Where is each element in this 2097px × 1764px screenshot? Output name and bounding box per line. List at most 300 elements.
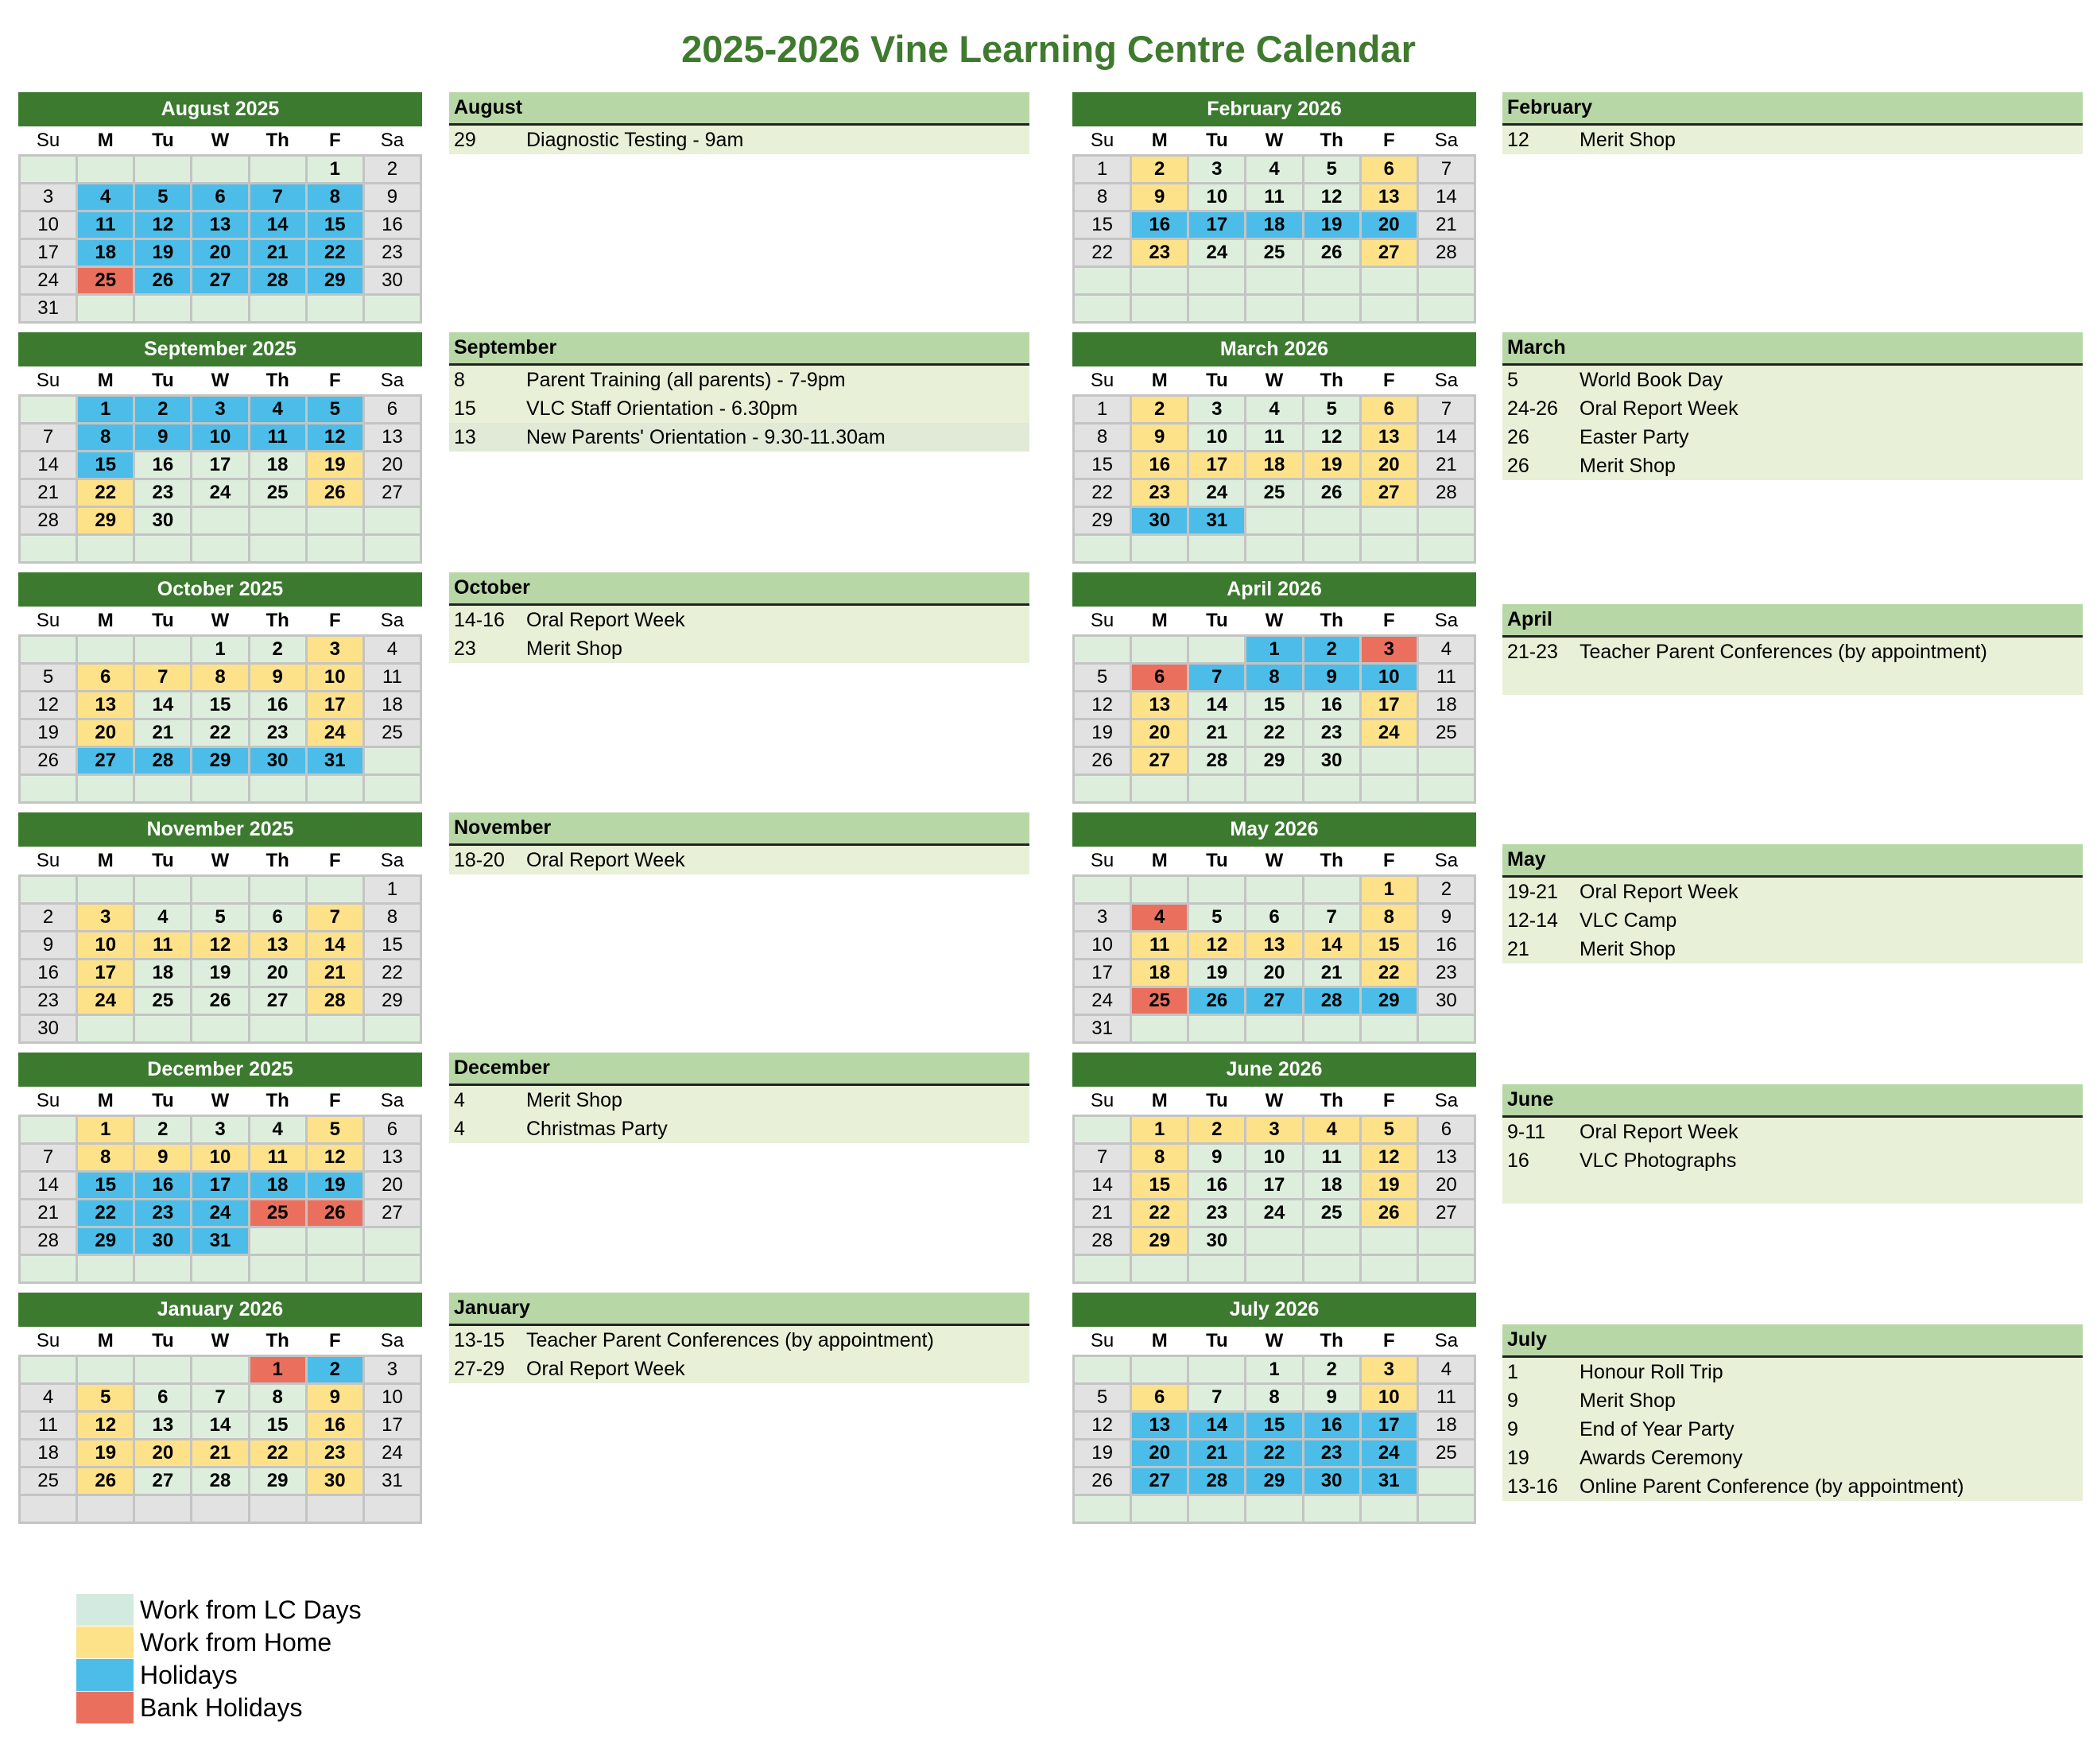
day-cell[interactable]: 1 [249,1356,306,1384]
day-cell[interactable]: 15 [77,452,134,479]
day-cell[interactable]: 1 [1246,1356,1303,1384]
day-cell[interactable]: 14 [1188,692,1246,719]
day-cell[interactable]: 5 [1303,156,1360,184]
day-cell[interactable]: 21 [1074,1200,1131,1227]
day-cell[interactable]: 3 [1188,156,1246,184]
day-cell[interactable]: 4 [1417,636,1475,664]
day-cell[interactable]: 6 [77,664,134,692]
day-cell[interactable]: 11 [1417,664,1475,692]
day-cell[interactable]: 18 [1303,1172,1360,1200]
day-cell[interactable]: 27 [1246,987,1303,1015]
day-cell[interactable]: 24 [192,1200,249,1227]
day-cell[interactable]: 10 [192,1144,249,1172]
day-cell[interactable]: 7 [192,1384,249,1412]
day-cell[interactable]: 8 [249,1384,306,1412]
day-cell[interactable]: 20 [249,960,306,987]
day-cell[interactable]: 24 [20,267,77,295]
day-cell[interactable]: 7 [1303,904,1360,932]
day-cell[interactable]: 13 [249,932,306,960]
day-cell[interactable]: 19 [192,960,249,987]
day-cell[interactable]: 18 [1246,211,1303,239]
day-cell[interactable]: 30 [249,747,306,775]
day-cell[interactable]: 27 [1360,479,1417,507]
day-cell[interactable]: 3 [1360,1356,1417,1384]
day-cell[interactable]: 14 [20,452,77,479]
day-cell[interactable]: 17 [1360,1412,1417,1440]
day-cell[interactable]: 17 [363,1412,421,1440]
day-cell[interactable]: 21 [192,1440,249,1467]
day-cell[interactable]: 30 [1303,1467,1360,1495]
day-cell[interactable]: 2 [1417,876,1475,904]
day-cell[interactable]: 7 [1188,664,1246,692]
day-cell[interactable]: 15 [1360,932,1417,960]
day-cell[interactable]: 9 [20,932,77,960]
day-cell[interactable]: 29 [249,1467,306,1495]
day-cell[interactable]: 10 [20,211,77,239]
day-cell[interactable]: 23 [249,719,306,747]
day-cell[interactable]: 18 [20,1440,77,1467]
day-cell[interactable]: 5 [1074,1384,1131,1412]
day-cell[interactable]: 13 [363,1144,421,1172]
day-cell[interactable]: 28 [192,1467,249,1495]
day-cell[interactable]: 3 [1188,396,1246,424]
day-cell[interactable]: 20 [1131,719,1188,747]
day-cell[interactable]: 5 [134,184,192,211]
day-cell[interactable]: 1 [363,876,421,904]
day-cell[interactable]: 17 [1246,1172,1303,1200]
day-cell[interactable]: 10 [1074,932,1131,960]
day-cell[interactable]: 12 [1074,1412,1131,1440]
day-cell[interactable]: 28 [1303,987,1360,1015]
day-cell[interactable]: 20 [363,1172,421,1200]
day-cell[interactable]: 11 [77,211,134,239]
day-cell[interactable]: 11 [1246,424,1303,452]
day-cell[interactable]: 23 [20,987,77,1015]
day-cell[interactable]: 13 [1360,424,1417,452]
day-cell[interactable]: 22 [306,239,363,267]
day-cell[interactable]: 19 [306,452,363,479]
day-cell[interactable]: 19 [306,1172,363,1200]
day-cell[interactable]: 31 [1074,1015,1131,1043]
day-cell[interactable]: 18 [1246,452,1303,479]
day-cell[interactable]: 16 [1303,1412,1360,1440]
day-cell[interactable]: 29 [77,1227,134,1255]
day-cell[interactable]: 19 [1303,211,1360,239]
day-cell[interactable]: 24 [1246,1200,1303,1227]
day-cell[interactable]: 30 [20,1015,77,1043]
day-cell[interactable]: 15 [1246,692,1303,719]
day-cell[interactable]: 28 [1188,747,1246,775]
day-cell[interactable]: 20 [363,452,421,479]
day-cell[interactable]: 19 [1074,1440,1131,1467]
day-cell[interactable]: 8 [192,664,249,692]
day-cell[interactable]: 2 [1188,1116,1246,1144]
day-cell[interactable]: 19 [1360,1172,1417,1200]
day-cell[interactable]: 20 [192,239,249,267]
day-cell[interactable]: 10 [192,424,249,452]
day-cell[interactable]: 4 [77,184,134,211]
day-cell[interactable]: 24 [306,719,363,747]
day-cell[interactable]: 12 [192,932,249,960]
day-cell[interactable]: 15 [306,211,363,239]
day-cell[interactable]: 30 [1417,987,1475,1015]
day-cell[interactable]: 14 [1417,424,1475,452]
day-cell[interactable]: 3 [1246,1116,1303,1144]
day-cell[interactable]: 2 [134,1116,192,1144]
day-cell[interactable]: 10 [77,932,134,960]
day-cell[interactable]: 8 [1360,904,1417,932]
day-cell[interactable]: 3 [363,1356,421,1384]
day-cell[interactable]: 20 [134,1440,192,1467]
day-cell[interactable]: 26 [306,1200,363,1227]
day-cell[interactable]: 6 [134,1384,192,1412]
day-cell[interactable]: 15 [1074,452,1131,479]
day-cell[interactable]: 8 [1246,664,1303,692]
day-cell[interactable]: 22 [77,1200,134,1227]
day-cell[interactable]: 20 [77,719,134,747]
day-cell[interactable]: 14 [249,211,306,239]
day-cell[interactable]: 25 [249,479,306,507]
day-cell[interactable]: 19 [1188,960,1246,987]
day-cell[interactable]: 17 [1074,960,1131,987]
day-cell[interactable]: 11 [20,1412,77,1440]
day-cell[interactable]: 27 [249,987,306,1015]
day-cell[interactable]: 2 [249,636,306,664]
day-cell[interactable]: 5 [192,904,249,932]
day-cell[interactable]: 7 [1188,1384,1246,1412]
day-cell[interactable]: 1 [1131,1116,1188,1144]
day-cell[interactable]: 11 [363,664,421,692]
day-cell[interactable]: 3 [77,904,134,932]
day-cell[interactable]: 5 [1074,664,1131,692]
day-cell[interactable]: 21 [1417,452,1475,479]
day-cell[interactable]: 22 [77,479,134,507]
day-cell[interactable]: 5 [1360,1116,1417,1144]
day-cell[interactable]: 15 [77,1172,134,1200]
day-cell[interactable]: 12 [77,1412,134,1440]
day-cell[interactable]: 14 [134,692,192,719]
day-cell[interactable]: 20 [1360,452,1417,479]
day-cell[interactable]: 17 [192,452,249,479]
day-cell[interactable]: 25 [249,1200,306,1227]
day-cell[interactable]: 16 [306,1412,363,1440]
day-cell[interactable]: 23 [363,239,421,267]
day-cell[interactable]: 26 [20,747,77,775]
day-cell[interactable]: 24 [77,987,134,1015]
day-cell[interactable]: 24 [192,479,249,507]
day-cell[interactable]: 16 [20,960,77,987]
day-cell[interactable]: 11 [249,1144,306,1172]
day-cell[interactable]: 15 [1074,211,1131,239]
day-cell[interactable]: 25 [1303,1200,1360,1227]
day-cell[interactable]: 8 [306,184,363,211]
day-cell[interactable]: 27 [1417,1200,1475,1227]
day-cell[interactable]: 1 [1074,396,1131,424]
day-cell[interactable]: 3 [20,184,77,211]
day-cell[interactable]: 20 [1360,211,1417,239]
day-cell[interactable]: 16 [1417,932,1475,960]
day-cell[interactable]: 29 [306,267,363,295]
day-cell[interactable]: 19 [134,239,192,267]
day-cell[interactable]: 24 [1188,239,1246,267]
day-cell[interactable]: 9 [1303,664,1360,692]
day-cell[interactable]: 22 [1246,719,1303,747]
day-cell[interactable]: 25 [1417,1440,1475,1467]
day-cell[interactable]: 6 [249,904,306,932]
day-cell[interactable]: 29 [1131,1227,1188,1255]
day-cell[interactable]: 23 [134,479,192,507]
day-cell[interactable]: 11 [1246,184,1303,211]
day-cell[interactable]: 16 [249,692,306,719]
day-cell[interactable]: 22 [1074,479,1131,507]
day-cell[interactable]: 3 [192,396,249,424]
day-cell[interactable]: 30 [1188,1227,1246,1255]
day-cell[interactable]: 18 [363,692,421,719]
day-cell[interactable]: 29 [1360,987,1417,1015]
day-cell[interactable]: 9 [134,1144,192,1172]
day-cell[interactable]: 6 [363,1116,421,1144]
day-cell[interactable]: 23 [1303,719,1360,747]
day-cell[interactable]: 9 [1303,1384,1360,1412]
day-cell[interactable]: 10 [1188,184,1246,211]
day-cell[interactable]: 10 [363,1384,421,1412]
day-cell[interactable]: 25 [1131,987,1188,1015]
day-cell[interactable]: 7 [1417,156,1475,184]
day-cell[interactable]: 8 [1246,1384,1303,1412]
day-cell[interactable]: 31 [1360,1467,1417,1495]
day-cell[interactable]: 5 [306,396,363,424]
day-cell[interactable]: 28 [1188,1467,1246,1495]
day-cell[interactable]: 23 [1131,239,1188,267]
day-cell[interactable]: 22 [1360,960,1417,987]
day-cell[interactable]: 17 [192,1172,249,1200]
day-cell[interactable]: 17 [306,692,363,719]
day-cell[interactable]: 11 [1131,932,1188,960]
day-cell[interactable]: 16 [134,1172,192,1200]
day-cell[interactable]: 19 [1074,719,1131,747]
day-cell[interactable]: 28 [20,1227,77,1255]
day-cell[interactable]: 7 [20,1144,77,1172]
day-cell[interactable]: 7 [20,424,77,452]
day-cell[interactable]: 31 [1188,507,1246,535]
day-cell[interactable]: 10 [1246,1144,1303,1172]
day-cell[interactable]: 27 [1360,239,1417,267]
day-cell[interactable]: 4 [134,904,192,932]
day-cell[interactable]: 13 [1417,1144,1475,1172]
day-cell[interactable]: 23 [306,1440,363,1467]
day-cell[interactable]: 19 [1303,452,1360,479]
day-cell[interactable]: 24 [363,1440,421,1467]
day-cell[interactable]: 21 [134,719,192,747]
day-cell[interactable]: 7 [1417,396,1475,424]
day-cell[interactable]: 6 [1417,1116,1475,1144]
day-cell[interactable]: 6 [1131,664,1188,692]
day-cell[interactable]: 12 [1303,184,1360,211]
day-cell[interactable]: 24 [1360,719,1417,747]
day-cell[interactable]: 17 [1360,692,1417,719]
day-cell[interactable]: 16 [1131,211,1188,239]
day-cell[interactable]: 9 [1131,184,1188,211]
day-cell[interactable]: 18 [77,239,134,267]
day-cell[interactable]: 31 [20,295,77,323]
day-cell[interactable]: 7 [249,184,306,211]
day-cell[interactable]: 6 [1360,156,1417,184]
day-cell[interactable]: 23 [1188,1200,1246,1227]
day-cell[interactable]: 16 [1131,452,1188,479]
day-cell[interactable]: 26 [1303,479,1360,507]
day-cell[interactable]: 20 [1417,1172,1475,1200]
day-cell[interactable]: 9 [1417,904,1475,932]
day-cell[interactable]: 1 [1074,156,1131,184]
day-cell[interactable]: 25 [363,719,421,747]
day-cell[interactable]: 12 [1074,692,1131,719]
day-cell[interactable]: 21 [1188,1440,1246,1467]
day-cell[interactable]: 2 [306,1356,363,1384]
day-cell[interactable]: 22 [363,960,421,987]
day-cell[interactable]: 30 [306,1467,363,1495]
day-cell[interactable]: 18 [134,960,192,987]
day-cell[interactable]: 24 [1360,1440,1417,1467]
day-cell[interactable]: 21 [1417,211,1475,239]
day-cell[interactable]: 17 [1188,211,1246,239]
day-cell[interactable]: 3 [1360,636,1417,664]
day-cell[interactable]: 9 [363,184,421,211]
day-cell[interactable]: 9 [1188,1144,1246,1172]
day-cell[interactable]: 27 [1131,747,1188,775]
day-cell[interactable]: 27 [134,1467,192,1495]
day-cell[interactable]: 17 [20,239,77,267]
day-cell[interactable]: 26 [1074,1467,1131,1495]
day-cell[interactable]: 22 [192,719,249,747]
day-cell[interactable]: 13 [1131,692,1188,719]
day-cell[interactable]: 15 [1131,1172,1188,1200]
day-cell[interactable]: 31 [192,1227,249,1255]
day-cell[interactable]: 8 [77,424,134,452]
day-cell[interactable]: 27 [363,479,421,507]
day-cell[interactable]: 4 [1246,156,1303,184]
day-cell[interactable]: 29 [1246,1467,1303,1495]
day-cell[interactable]: 24 [1074,987,1131,1015]
day-cell[interactable]: 21 [20,1200,77,1227]
day-cell[interactable]: 18 [1417,692,1475,719]
day-cell[interactable]: 9 [306,1384,363,1412]
day-cell[interactable]: 1 [77,396,134,424]
day-cell[interactable]: 14 [1188,1412,1246,1440]
day-cell[interactable]: 30 [1303,747,1360,775]
day-cell[interactable]: 26 [1303,239,1360,267]
day-cell[interactable]: 18 [1131,960,1188,987]
day-cell[interactable]: 28 [1417,239,1475,267]
day-cell[interactable]: 11 [1303,1144,1360,1172]
day-cell[interactable]: 27 [77,747,134,775]
day-cell[interactable]: 29 [363,987,421,1015]
day-cell[interactable]: 3 [192,1116,249,1144]
day-cell[interactable]: 5 [1188,904,1246,932]
day-cell[interactable]: 7 [306,904,363,932]
day-cell[interactable]: 26 [1188,987,1246,1015]
day-cell[interactable]: 31 [306,747,363,775]
day-cell[interactable]: 4 [1303,1116,1360,1144]
day-cell[interactable]: 1 [306,156,363,184]
day-cell[interactable]: 2 [1131,156,1188,184]
day-cell[interactable]: 27 [192,267,249,295]
day-cell[interactable]: 18 [1417,1412,1475,1440]
day-cell[interactable]: 12 [1303,424,1360,452]
day-cell[interactable]: 29 [77,507,134,535]
day-cell[interactable]: 29 [1246,747,1303,775]
day-cell[interactable]: 7 [134,664,192,692]
day-cell[interactable]: 14 [1303,932,1360,960]
day-cell[interactable]: 16 [363,211,421,239]
day-cell[interactable]: 2 [134,396,192,424]
day-cell[interactable]: 8 [1074,184,1131,211]
day-cell[interactable]: 14 [192,1412,249,1440]
day-cell[interactable]: 6 [1246,904,1303,932]
day-cell[interactable]: 30 [134,507,192,535]
day-cell[interactable]: 4 [363,636,421,664]
day-cell[interactable]: 10 [1360,664,1417,692]
day-cell[interactable]: 4 [1246,396,1303,424]
day-cell[interactable]: 2 [1131,396,1188,424]
day-cell[interactable]: 3 [306,636,363,664]
day-cell[interactable]: 15 [192,692,249,719]
day-cell[interactable]: 28 [306,987,363,1015]
day-cell[interactable]: 27 [1131,1467,1188,1495]
day-cell[interactable]: 21 [249,239,306,267]
day-cell[interactable]: 1 [1360,876,1417,904]
day-cell[interactable]: 30 [363,267,421,295]
day-cell[interactable]: 8 [363,904,421,932]
day-cell[interactable]: 10 [1188,424,1246,452]
day-cell[interactable]: 31 [363,1467,421,1495]
day-cell[interactable]: 12 [1360,1144,1417,1172]
day-cell[interactable]: 10 [306,664,363,692]
day-cell[interactable]: 16 [134,452,192,479]
day-cell[interactable]: 4 [249,396,306,424]
day-cell[interactable]: 5 [77,1384,134,1412]
day-cell[interactable]: 21 [1303,960,1360,987]
day-cell[interactable]: 5 [20,664,77,692]
day-cell[interactable]: 16 [1303,692,1360,719]
day-cell[interactable]: 4 [1417,1356,1475,1384]
day-cell[interactable]: 26 [1074,747,1131,775]
day-cell[interactable]: 15 [1246,1412,1303,1440]
day-cell[interactable]: 6 [1360,396,1417,424]
day-cell[interactable]: 28 [1417,479,1475,507]
day-cell[interactable]: 4 [20,1384,77,1412]
day-cell[interactable]: 4 [249,1116,306,1144]
day-cell[interactable]: 1 [192,636,249,664]
day-cell[interactable]: 26 [306,479,363,507]
day-cell[interactable]: 5 [306,1116,363,1144]
day-cell[interactable]: 11 [134,932,192,960]
day-cell[interactable]: 9 [1131,424,1188,452]
day-cell[interactable]: 22 [1131,1200,1188,1227]
day-cell[interactable]: 25 [20,1467,77,1495]
day-cell[interactable]: 4 [1131,904,1188,932]
day-cell[interactable]: 6 [363,396,421,424]
day-cell[interactable]: 13 [1360,184,1417,211]
day-cell[interactable]: 3 [1074,904,1131,932]
day-cell[interactable]: 8 [1074,424,1131,452]
day-cell[interactable]: 11 [249,424,306,452]
day-cell[interactable]: 22 [1246,1440,1303,1467]
day-cell[interactable]: 2 [20,904,77,932]
day-cell[interactable]: 7 [1074,1144,1131,1172]
day-cell[interactable]: 11 [1417,1384,1475,1412]
day-cell[interactable]: 8 [77,1144,134,1172]
day-cell[interactable]: 23 [1131,479,1188,507]
